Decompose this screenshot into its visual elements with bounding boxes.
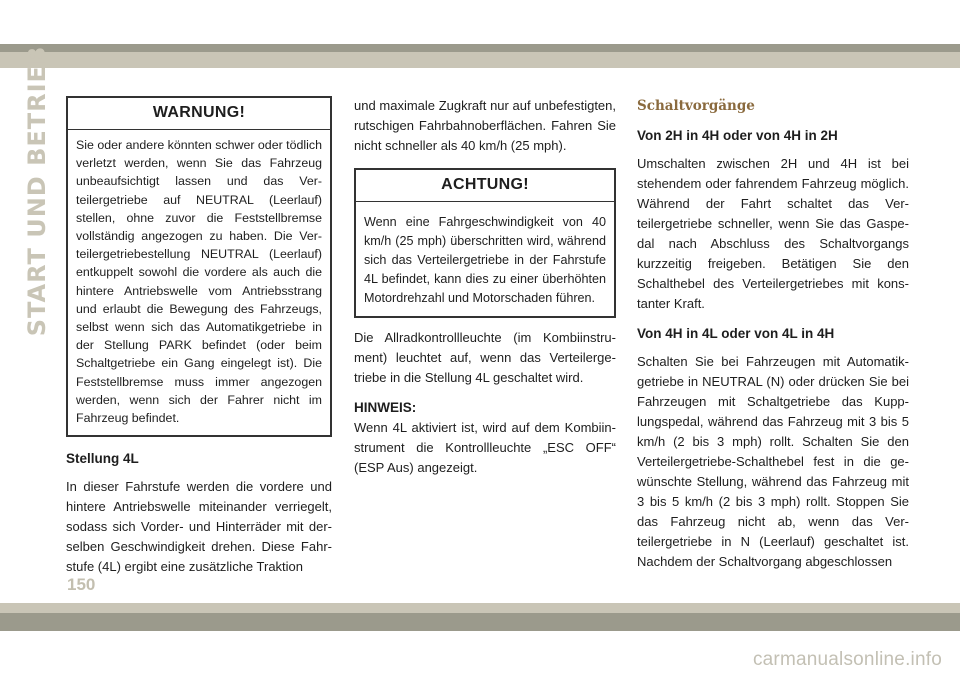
stellung-4l-text: In dieser Fahrstufe werden die vordere und hintere Antriebswelle miteinander verriegelt, sodass sich Vorder- und Hinterräder mit derselben Geschwindigkeit drehen. Diese Fahrstufe (4L) ergibt eine zusätzliche Traktion [66,479,332,575]
watermark: carmanualsonline.info [752,649,942,670]
hinweis-text: Wenn 4L aktiviert ist, wird auf dem Kombiinstrument die Kontrollleuchte „ESC OFF“ (ESP Aus) angezeigt. [354,420,616,475]
warning-box [66,96,332,437]
bottom-band-light [0,603,960,613]
hinweis-label: HINWEIS: [354,400,417,415]
traction-text: und maximale Zugkraft nur auf unbefestigten, rutschigen Fahrbahnoberflächen. Fahren Sie nicht schneller als 40 km/h (25 mph). [354,98,616,153]
stellung-4l-heading: Stellung 4L [66,451,139,467]
caution-title: ACHTUNG! [356,170,614,202]
text-2h-4h: Umschalten zwischen 2H und 4H ist bei stehendem oder fahrendem Fahrzeug möglich. Während der Fahrt schaltet das Verteilergetriebe schneller, wenn Sie das Gaspedal nach Abschluss des Schaltvorgangs kurzzeitig freigeben. Betätigen Sie den Schalthebel des Verteilergetriebes mit konstanter Kraft. [637,156,909,311]
column-2 [354,96,616,478]
warning-text: Sie oder andere könnten schwer oder tödlich verletzt werden, wenn Sie das Fahrzeug unbeaufsichtigt lassen und das Verteilergetriebe auf NEUTRAL (Leerlauf) stellen, ohne zuvor die Feststellbremse vollständig angezogen zu haben. Die Verteilergetriebestellung NEUTRAL (Leerlauf) entkuppelt sowohl die vordere als auch die hintere Antriebswelle vom Antriebsstrang und erlaubt die Bewegung des Fahrzeugs, selbst wenn sich das Automatikgetriebe in der Stellung PARK befindet (oder beim Schaltgetriebe ein Gang eingelegt ist). Die Feststellbremse muss immer angezogen werden, wenn sich der Fahrer nicht im Fahrzeug befindet. [76,138,322,426]
bottom-band-dark [0,613,960,631]
top-band-light [0,52,960,68]
caution-text: Wenn eine Fahrgeschwindigkeit von 40 km/h (25 mph) überschritten wird, während sich das Verteilergetriebe in der Fahrstufe 4L befindet, kann dies zu einer überhöhten Motordrehzahl und Motorschaden führen. [364,215,606,305]
column-3 [637,96,909,572]
section-tab-label: START UND BETRIEB [23,45,51,337]
subheading-2h-4h: Von 2H in 4H oder von 4H in 2H [637,128,838,143]
section-tab [22,45,52,337]
caution-box [354,168,616,318]
column-1 [66,96,332,577]
warning-title: WARNUNG! [68,98,330,130]
top-band-dark [0,44,960,52]
allrad-text: Die Allradkontrollleuchte (im Kombiinstrument) leuchtet auf, wenn das Verteilergetriebe in die Stellung 4L geschaltet wird. [354,330,616,385]
text-4h-4l: Schalten Sie bei Fahrzeugen mit Automatikgetriebe in NEUTRAL (N) oder drücken Sie bei Fahrzeugen mit Schaltgetriebe das Kupplungspedal, während das Fahrzeug mit 3 bis 5 km/h (2 bis 3 mph) rollt. Schalten Sie den Verteilergetriebe-Schalthebel fest in die gewünschte Stellung, während das Fahrzeug mit 3 bis 5 km/h (2 bis 3 mph) rollt. Stoppen Sie das Fahrzeug nicht ab, wenn das Verteilergetriebe in N (Leerlauf) geschaltet ist. Nachdem der Schaltvorgang abgeschlossen [637,354,909,569]
schaltvorgaenge-heading: Schaltvorgänge [637,98,755,114]
page-number: 150 [67,575,96,594]
subheading-4h-4l: Von 4H in 4L oder von 4L in 4H [637,326,835,341]
